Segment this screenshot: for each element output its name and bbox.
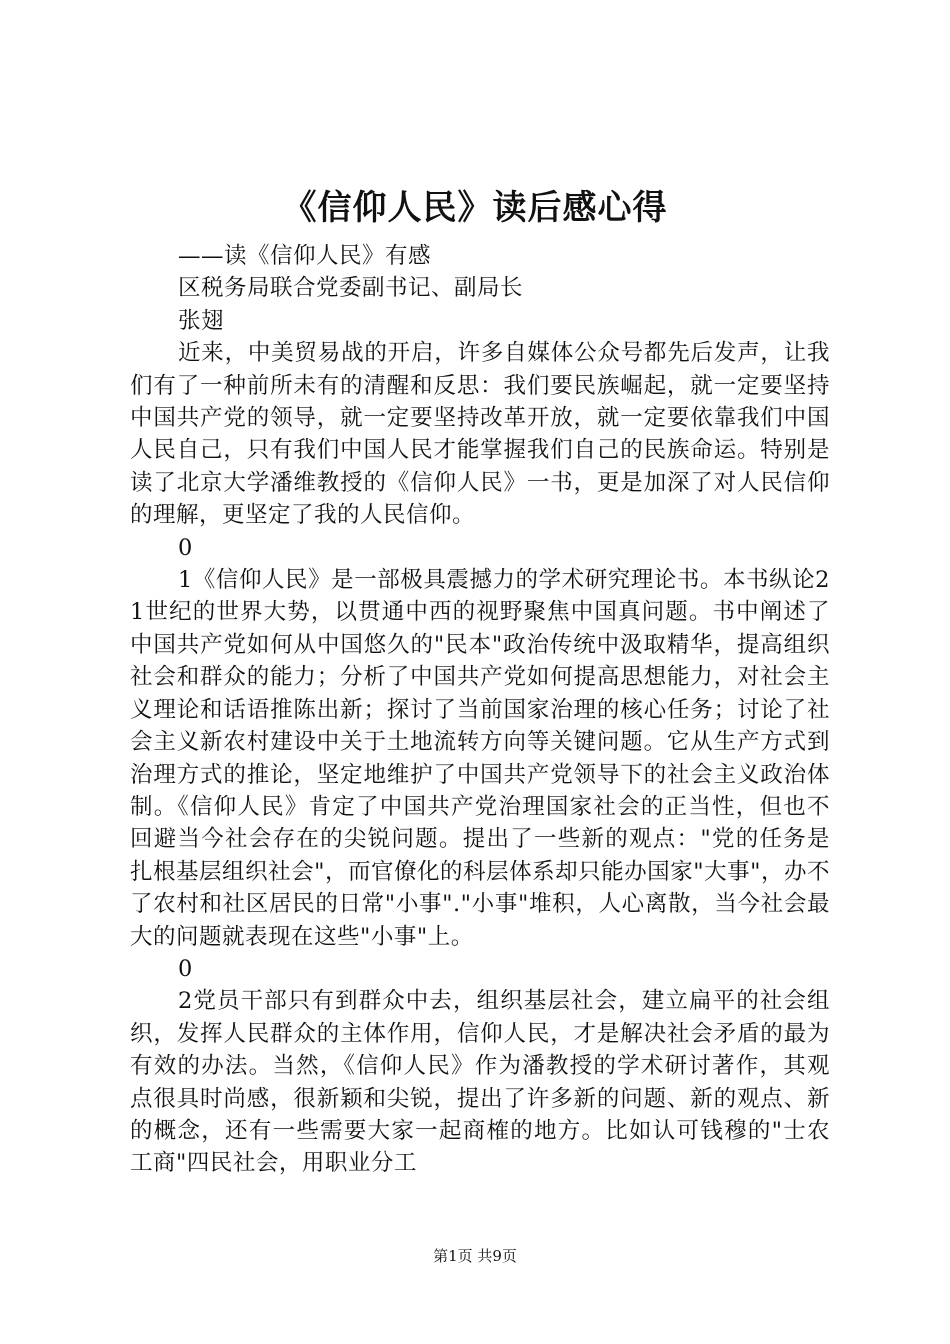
paragraph-two: 2党员干部只有到群众中去，组织基层社会，建立扁平的社会组织，发挥人民群众的主体作用，信仰人民，才是解决社会矛盾的最为有效的办法。当然，《信仰人民》作为潘教授的学术研讨著作，其观点很具时尚感，很新颖和尖锐，提出了许多新的问题、新的观点、新的概念，还有一些需要大家一起商榷的地方。比如认可钱穆的"士农工商"四民社会，用职业分工 [130,988,830,1177]
document-subtitle: ——读《信仰人民》有感 [178,243,432,269]
author-position: 区税务局联合党委副书记、副局长 [178,275,524,302]
paragraph-marker: 0 [178,955,193,982]
author-name: 张翅 [178,307,225,334]
document-title: 《信仰人民》读后感心得 [282,188,668,228]
paragraph-marker: 0 [178,534,193,561]
paragraph-intro: 近来，中美贸易战的开启，许多自媒体公众号都先后发声，让我们有了一种前所未有的清醒和反思：我们要民族崛起，就一定要坚持中国共产党的领导，就一定要坚持改革开放，就一定要依靠我们中国人民自己，只有我们中国人民才能掌握我们自己的民族命运。特别是读了北京大学潘维教授的《信仰人民》一书，更是加深了对人民信仰的理解，更坚定了我的人民信仰。 [130,340,830,529]
document-body [130,240,830,1180]
page-footer: 第1页 共9页 [433,1247,517,1265]
paragraph-one: 1《信仰人民》是一部极具震撼力的学术研究理论书。本书纵论21世纪的世界大势，以贯通中西的视野聚焦中国真问题。书中阐述了中国共产党如何从中国悠久的"民本"政治传统中汲取精华，提高组织社会和群众的能力；分析了中国共产党如何提高思想能力，对社会主义理论和话语推陈出新；探讨了当前国家治理的核心任务；讨论了社会主义新农村建设中关于土地流转方向等关键问题。它从生产方式到治理方式的推论，坚定地维护了中国共产党领导下的社会主义政治体制。《信仰人民》肯定了中国共产党治理国家社会的正当性，但也不回避当今社会存在的尖锐问题。提出了一些新的观点："党的任务是扎根基层组织社会"，而官僚化的科层体系却只能办国家"大事"，办不了农村和社区居民的日常"小事"."小事"堆积，人心离散，当今社会最大的问题就表现在这些"小事"上。 [130,567,830,950]
